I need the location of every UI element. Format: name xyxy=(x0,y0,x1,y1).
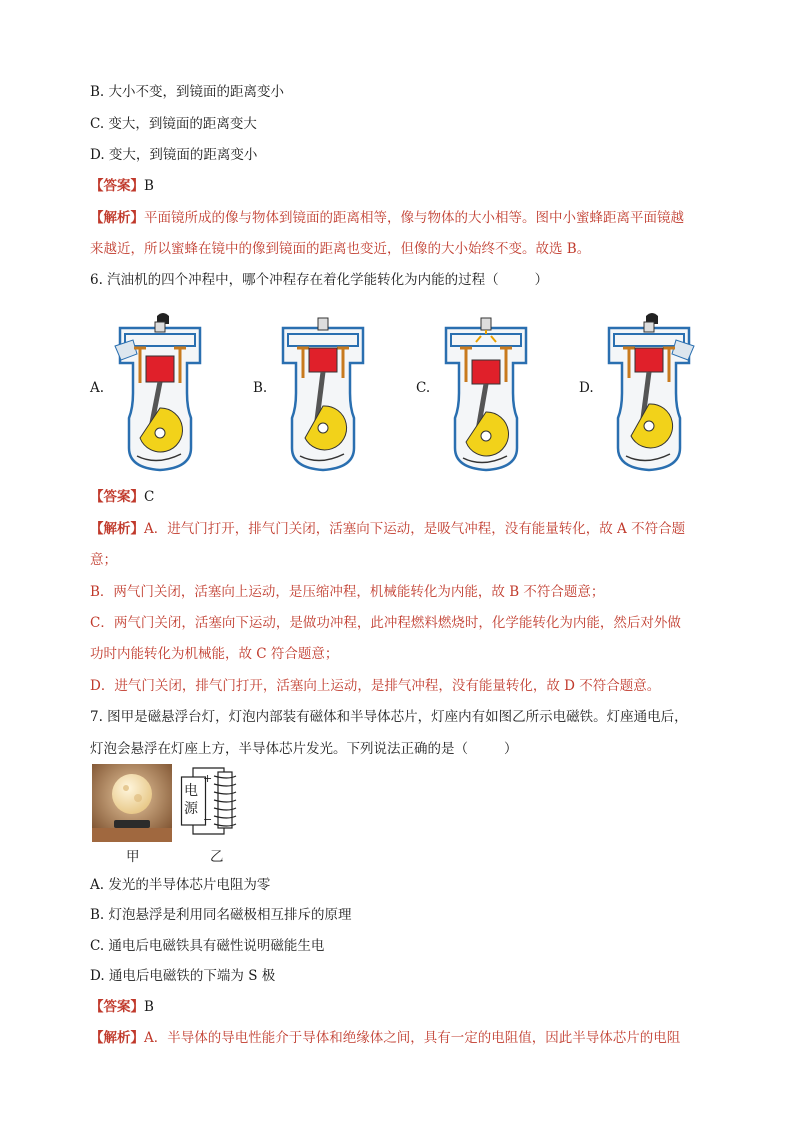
engine-label-d: D. xyxy=(579,380,594,396)
engine-diagram-c xyxy=(431,308,541,473)
answer-tag: 【答案】 xyxy=(90,999,144,1015)
engine-diagram-a xyxy=(105,308,215,473)
q7-answer xyxy=(90,997,154,1017)
positive-terminal-label: + xyxy=(203,772,213,785)
analysis-tag: 【解析】 xyxy=(90,1030,144,1046)
power-source-label-1: 电 xyxy=(184,783,198,799)
q7-option-a: A. 发光的半导体芯片电阻为零 xyxy=(90,877,271,893)
q5-analysis-2: 来越近，所以蜜蜂在镜中的像到镜面的距离也变近，但像的大小始终不变。故选 B。 xyxy=(90,241,591,257)
q7-stem-2 xyxy=(90,739,518,759)
answer-value: B xyxy=(144,999,154,1015)
q5-answer xyxy=(90,176,154,196)
q7-option-c: C. 通电后电磁铁具有磁性说明磁能生电 xyxy=(90,938,325,954)
analysis-text: 平面镜所成的像与物体到镜面的距离相等，像与物体的大小相等。图中小蜜蜂距离平面镜越 xyxy=(144,210,684,226)
q5-analysis-1 xyxy=(90,208,684,228)
power-source-label-2: 源 xyxy=(184,801,198,817)
q6-analysis-a-1 xyxy=(90,519,685,539)
q7-stem-1: 7. 图甲是磁悬浮台灯，灯泡内部装有磁体和半导体芯片，灯座内有如图乙所示电磁铁。灯座通电后， xyxy=(90,709,688,725)
answer-value: C xyxy=(144,489,155,505)
engine-label-a: A. xyxy=(90,380,105,396)
engine-diagram-d xyxy=(594,308,704,473)
q7-analysis-1 xyxy=(90,1028,680,1048)
analysis-text: A．进气门打开，排气门关闭，活塞向下运动，是吸气冲程，没有能量转化，故 A 不符合题 xyxy=(144,521,686,537)
analysis-tag: 【解析】 xyxy=(90,210,144,226)
levitating-lamp-photo xyxy=(92,764,172,842)
q7-stem-close: ） xyxy=(504,741,518,757)
engine-diagram-b xyxy=(268,308,378,473)
q5-option-b: B. 大小不变，到镜面的距离变小 xyxy=(90,84,285,100)
q6-analysis-d: D．进气门关闭，排气门打开，活塞向上运动，是排气冲程，没有能量转化，故 D 不符合题意。 xyxy=(90,678,661,694)
q6-stem-close: ） xyxy=(534,272,549,288)
q6-stem-text: 6. 汽油机的四个冲程中，哪个冲程存在着化学能转化为内能的过程（ xyxy=(90,272,499,288)
analysis-text: A．半导体的导电性能介于导体和绝缘体之间，具有一定的电阻值，因此半导体芯片的电阻 xyxy=(144,1030,681,1046)
q7-stem-text: 灯泡会悬浮在灯座上方，半导体芯片发光。下列说法正确的是（ xyxy=(90,741,468,757)
q5-option-d: D. 变大，到镜面的距离变小 xyxy=(90,147,258,163)
q7-option-b: B. 灯泡悬浮是利用同名磁极相互排斥的原理 xyxy=(90,907,352,923)
q6-analysis-b: B．两气门关闭，活塞向上运动，是压缩冲程，机械能转化为内能，故 B 不符合题意； xyxy=(90,584,605,600)
negative-terminal-label: − xyxy=(203,813,213,826)
figure-jia-label: 甲 xyxy=(126,849,140,865)
engine-label-b: B. xyxy=(253,380,268,396)
q6-analysis-a-2: 意； xyxy=(90,552,117,568)
q6-stem xyxy=(90,270,548,290)
q5-option-c: C. 变大，到镜面的距离变大 xyxy=(90,116,257,132)
q6-analysis-c-2: 功时内能转化为机械能，故 C 符合题意； xyxy=(90,646,339,662)
answer-tag: 【答案】 xyxy=(90,178,144,194)
q7-option-d: D. 通电后电磁铁的下端为 S 极 xyxy=(90,968,276,984)
figure-yi-label: 乙 xyxy=(210,849,224,865)
answer-tag: 【答案】 xyxy=(90,489,144,505)
answer-value: B xyxy=(144,178,154,194)
q6-analysis-c-1: C．两气门关闭，活塞向下运动，是做功冲程，此冲程燃料燃烧时，化学能转化为内能，然后对外做 xyxy=(90,615,681,631)
q6-answer xyxy=(90,487,154,507)
engine-label-c: C. xyxy=(416,380,431,396)
analysis-tag: 【解析】 xyxy=(90,521,144,537)
